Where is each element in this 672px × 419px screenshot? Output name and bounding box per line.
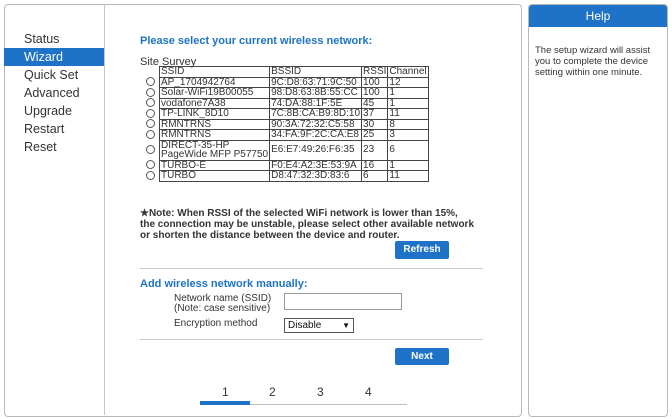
section-title-select-network: Please select your current wireless network: [140, 35, 373, 47]
network-radio-button[interactable] [146, 98, 155, 107]
table-row[interactable] [145, 171, 428, 182]
rssi-cell: 100 [362, 77, 388, 88]
ssid-text: vodafone7A38 [161, 97, 226, 109]
encryption-label: Encryption method [174, 318, 258, 329]
site-survey-table [145, 66, 429, 182]
channel-cell: 1 [388, 88, 428, 99]
bssid-cell: 9C:D8:63:71:9C:50 [270, 77, 362, 88]
section-title-manual-add: Add wireless network manually: [140, 278, 308, 290]
ssid-text: TURBO [161, 170, 196, 181]
rssi-note: ★Note: When RSSI of the selected WiFi network is lower than 15%, the connection may be unstable, please select other available network or shorten the distance between the device and router. [140, 208, 474, 241]
help-title: Help [529, 5, 667, 27]
ssid-input[interactable] [284, 293, 402, 310]
column-header-bssid: BSSID [270, 67, 362, 78]
network-radio-button[interactable] [146, 130, 155, 139]
network-radio-button[interactable] [146, 145, 155, 154]
bssid-cell: 74:DA:88:1F:5E [270, 98, 362, 109]
sidebar-nav [4, 30, 104, 156]
channel-cell: 6 [388, 140, 428, 160]
radio-cell [145, 88, 160, 99]
column-header-ssid: SSID [160, 67, 270, 78]
column-header-channel: Channel [389, 66, 427, 77]
rssi-cell: 37 [362, 109, 388, 120]
sidebar-item-reset[interactable]: Reset [24, 140, 57, 154]
network-radio-button[interactable] [146, 171, 155, 180]
step-2: 2 [269, 385, 276, 399]
radio-cell [145, 98, 160, 109]
bssid-cell: E6:E7:49:26:F6:35 [270, 140, 362, 160]
sidebar-item-upgrade[interactable]: Upgrade [24, 104, 72, 118]
next-button[interactable]: Next [395, 348, 449, 365]
refresh-button[interactable]: Refresh [395, 241, 449, 259]
table-row[interactable] [145, 130, 428, 141]
divider [140, 268, 483, 269]
ssid-cell [160, 77, 270, 88]
step-4: 4 [365, 385, 372, 399]
chevron-down-icon: ▼ [342, 321, 350, 330]
radio-cell [145, 77, 160, 88]
channel-cell: 12 [388, 77, 428, 88]
bssid-cell: F0:E4:A2:3E:53:9A [270, 160, 362, 171]
rssi-cell: 6 [362, 171, 388, 182]
encryption-select-value: Disable [288, 320, 322, 331]
sidebar [4, 4, 105, 415]
channel-cell: 3 [388, 130, 428, 141]
radio-column-header [145, 67, 160, 78]
table-row[interactable] [145, 119, 428, 130]
table-row[interactable] [145, 140, 428, 160]
ssid-cell [160, 109, 270, 120]
network-radio-button[interactable] [146, 88, 155, 97]
ssid-note-label: (Note: case sensitive) [174, 303, 271, 314]
ssid-text: DIRECT-35-HP [161, 139, 230, 151]
ssid-text: TP-LINK_8D10 [161, 108, 229, 119]
network-radio-button[interactable] [146, 109, 155, 118]
ssid-text: AP_1704942764 [161, 76, 236, 88]
rssi-cell: 16 [362, 160, 388, 171]
network-radio-button[interactable] [146, 77, 155, 86]
channel-cell: 1 [388, 160, 428, 171]
ssid-cell [160, 98, 270, 109]
ssid-text: RMNTRNS [161, 129, 211, 140]
bssid-cell: 90:3A:72:32:C5:58 [270, 119, 362, 130]
sidebar-item-status[interactable]: Status [24, 32, 60, 46]
radio-cell [145, 130, 160, 141]
ssid-label: Network name (SSID) [174, 293, 272, 304]
ssid-cell [160, 130, 270, 141]
sidebar-item-advanced[interactable]: Advanced [24, 86, 80, 100]
sidebar-item-restart[interactable]: Restart [24, 122, 65, 136]
rssi-cell: 45 [362, 98, 388, 109]
table-row[interactable] [145, 109, 428, 120]
table-row[interactable] [145, 98, 428, 109]
rssi-cell: 23 [362, 140, 388, 160]
ssid-text-line2: PageWide MFP P57750 [161, 149, 269, 160]
radio-cell [145, 160, 160, 171]
channel-cell: 11 [388, 109, 428, 120]
rssi-cell: 25 [362, 130, 388, 141]
table-row[interactable] [145, 160, 428, 171]
bssid-cell: 7C:8B:CA:B9:8D:10 [271, 108, 361, 119]
network-radio-button[interactable] [146, 119, 155, 128]
sidebar-item-wizard[interactable]: Wizard [4, 48, 104, 66]
ssid-cell [160, 140, 270, 160]
help-text: The setup wizard will assist you to complete the device setting within one minute. [535, 45, 651, 78]
help-panel [528, 4, 668, 417]
ssid-text: Solar-WiFi19B00055 [161, 87, 254, 98]
site-survey-label: Site Survey [140, 56, 197, 68]
step-3: 3 [317, 385, 324, 399]
ssid-text: RMNTRNS [161, 118, 211, 130]
ssid-cell [160, 119, 270, 130]
divider [140, 339, 483, 340]
radio-cell [145, 140, 160, 160]
radio-cell [145, 171, 160, 182]
ssid-text: TURBO-E [161, 159, 206, 171]
table-header-row [145, 67, 428, 78]
step-progress-indicator [200, 401, 250, 405]
table-row[interactable] [145, 77, 428, 88]
rssi-cell: 30 [362, 119, 388, 130]
bssid-cell: 98:D8:63:8B:55:CC [270, 88, 362, 99]
table-row[interactable] [145, 88, 428, 99]
ssid-cell [160, 171, 270, 182]
column-header-rssi: RSSI [363, 66, 387, 77]
ssid-cell [160, 88, 270, 99]
encryption-select[interactable] [284, 318, 354, 333]
ssid-cell [160, 160, 270, 171]
bssid-cell: 34:FA:9F:2C:CA:E8 [270, 130, 362, 141]
rssi-cell: 100 [362, 88, 388, 99]
network-radio-button[interactable] [146, 160, 155, 169]
channel-cell: 11 [388, 171, 428, 182]
radio-cell [145, 119, 160, 130]
channel-cell: 1 [388, 98, 428, 109]
sidebar-item-quick-set[interactable]: Quick Set [24, 68, 79, 82]
step-1: 1 [222, 385, 229, 399]
bssid-cell: D8:47:32:3D:83:6 [270, 171, 362, 182]
radio-cell [145, 109, 160, 120]
channel-cell: 8 [388, 119, 428, 130]
